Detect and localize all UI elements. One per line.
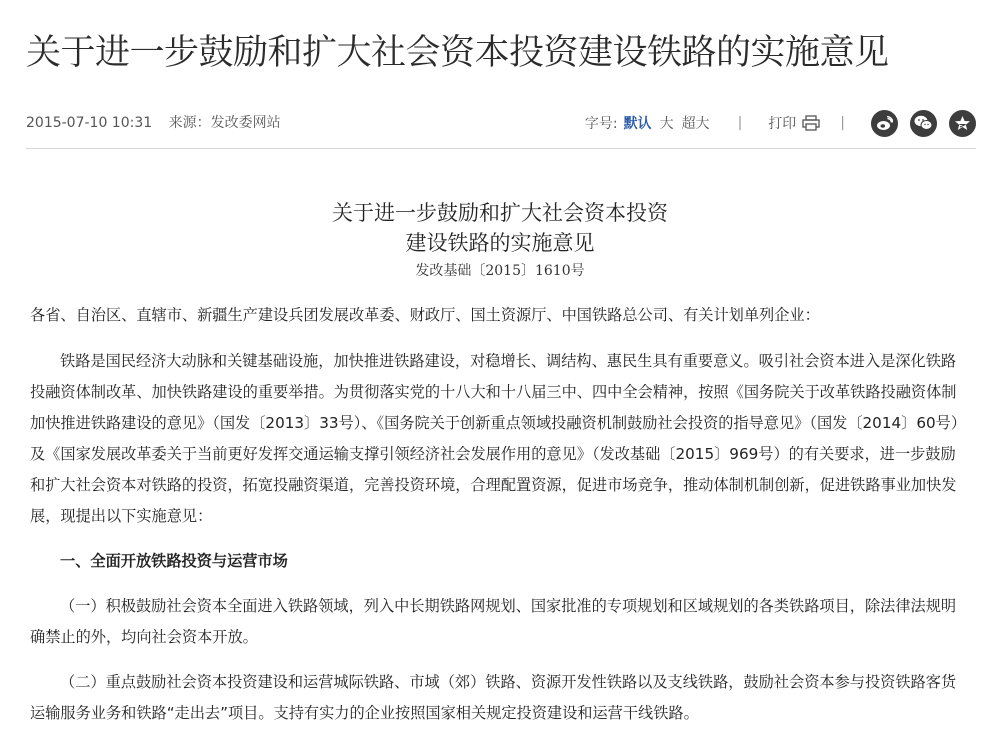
publish-date: 2015-07-10 10:31 [26,115,153,131]
share-qzone-button[interactable] [949,110,976,137]
share-wechat-button[interactable] [910,110,937,137]
qzone-icon [954,115,971,132]
share-weibo-button[interactable] [871,110,898,137]
article-meta [26,112,293,132]
printer-icon [802,115,820,131]
print-button[interactable] [768,113,820,133]
source-label: 来源： [168,115,211,131]
wechat-icon [914,115,933,131]
toolbar-separator: | [737,115,743,131]
font-size-large-button[interactable]: 大 [659,116,674,132]
article-meta-bar [26,108,976,138]
addressee-paragraph: 各省、自治区、直辖市、新疆生产建设兵团发展改革委、财政厅、国土资源厅、中国铁路总公司、有关计划单列企业： [30,306,820,324]
source-value: 发改委网站 [210,115,281,131]
document-number: 发改基础〔2015〕1610号 [415,263,585,279]
item-paragraph-2: （二）重点鼓励社会资本投资建设和运营城际铁路、市域（郊）铁路、资源开发性铁路以及支线铁路，鼓励社会资本参与投资铁路客货运输服务业务和铁路“走出去”项目。支持有实力的企业按照国家相关规定投资建设和运营干线铁路。 [30,673,957,722]
page-title: 关于进一步鼓励和扩大社会资本投资建设铁路的实施意见 [26,33,889,73]
intro-paragraph: 铁路是国民经济大动脉和关键基础设施，加快推进铁路建设，对稳增长、调结构、惠民生具有重要意义。吸引社会资本进入是深化铁路投融资体制改革、加快铁路建设的重要举措。为贯彻落实党的十八大和十八届三中、四中全会精神，按照《国务院关于改革铁路投融资体制加快推进铁路建设的意见》（国发〔2013〕33号）、《国务院关于创新重点领域投融资机制鼓励社会投资的指导意见》（国发〔2014〕60号）及《国家发展改革委关于当前更好发挥交通运输支撑引领经济社会发展作用的意见》（发改基础〔2015〕969号）的有关要求，进一步鼓励和扩大社会资本对铁路的投资，拓宽投融资渠道，完善投资环境，合理配置资源，促进市场竞争，推动体制机制创新，促进铁路事业加快发展，现提出以下实施意见： [30,352,967,525]
font-size-default-button[interactable]: 默认 [623,116,652,132]
article-title-line1: 关于进一步鼓励和扩大社会资本投资 [332,201,668,225]
section-heading: 一、全面开放铁路投资与运营市场 [60,552,288,570]
item-paragraph-1: （一）积极鼓励社会资本全面进入铁路领域，列入中长期铁路网规划、国家批准的专项规划和区域规划的各类铁路项目，除法律法规明确禁止的外，均向社会资本开放。 [30,597,957,646]
article-body [30,300,970,729]
article-title-line2: 建设铁路的实施意见 [405,231,595,255]
weibo-icon [876,116,893,131]
header-divider [26,148,976,149]
article-title [0,198,1000,258]
toolbar-separator-2: | [840,115,845,131]
font-size-label: 字号: [584,116,618,132]
font-size-xlarge-button[interactable]: 超大 [681,116,710,132]
print-label: 打印 [768,116,797,132]
article-tools [585,108,976,138]
source [169,115,281,131]
